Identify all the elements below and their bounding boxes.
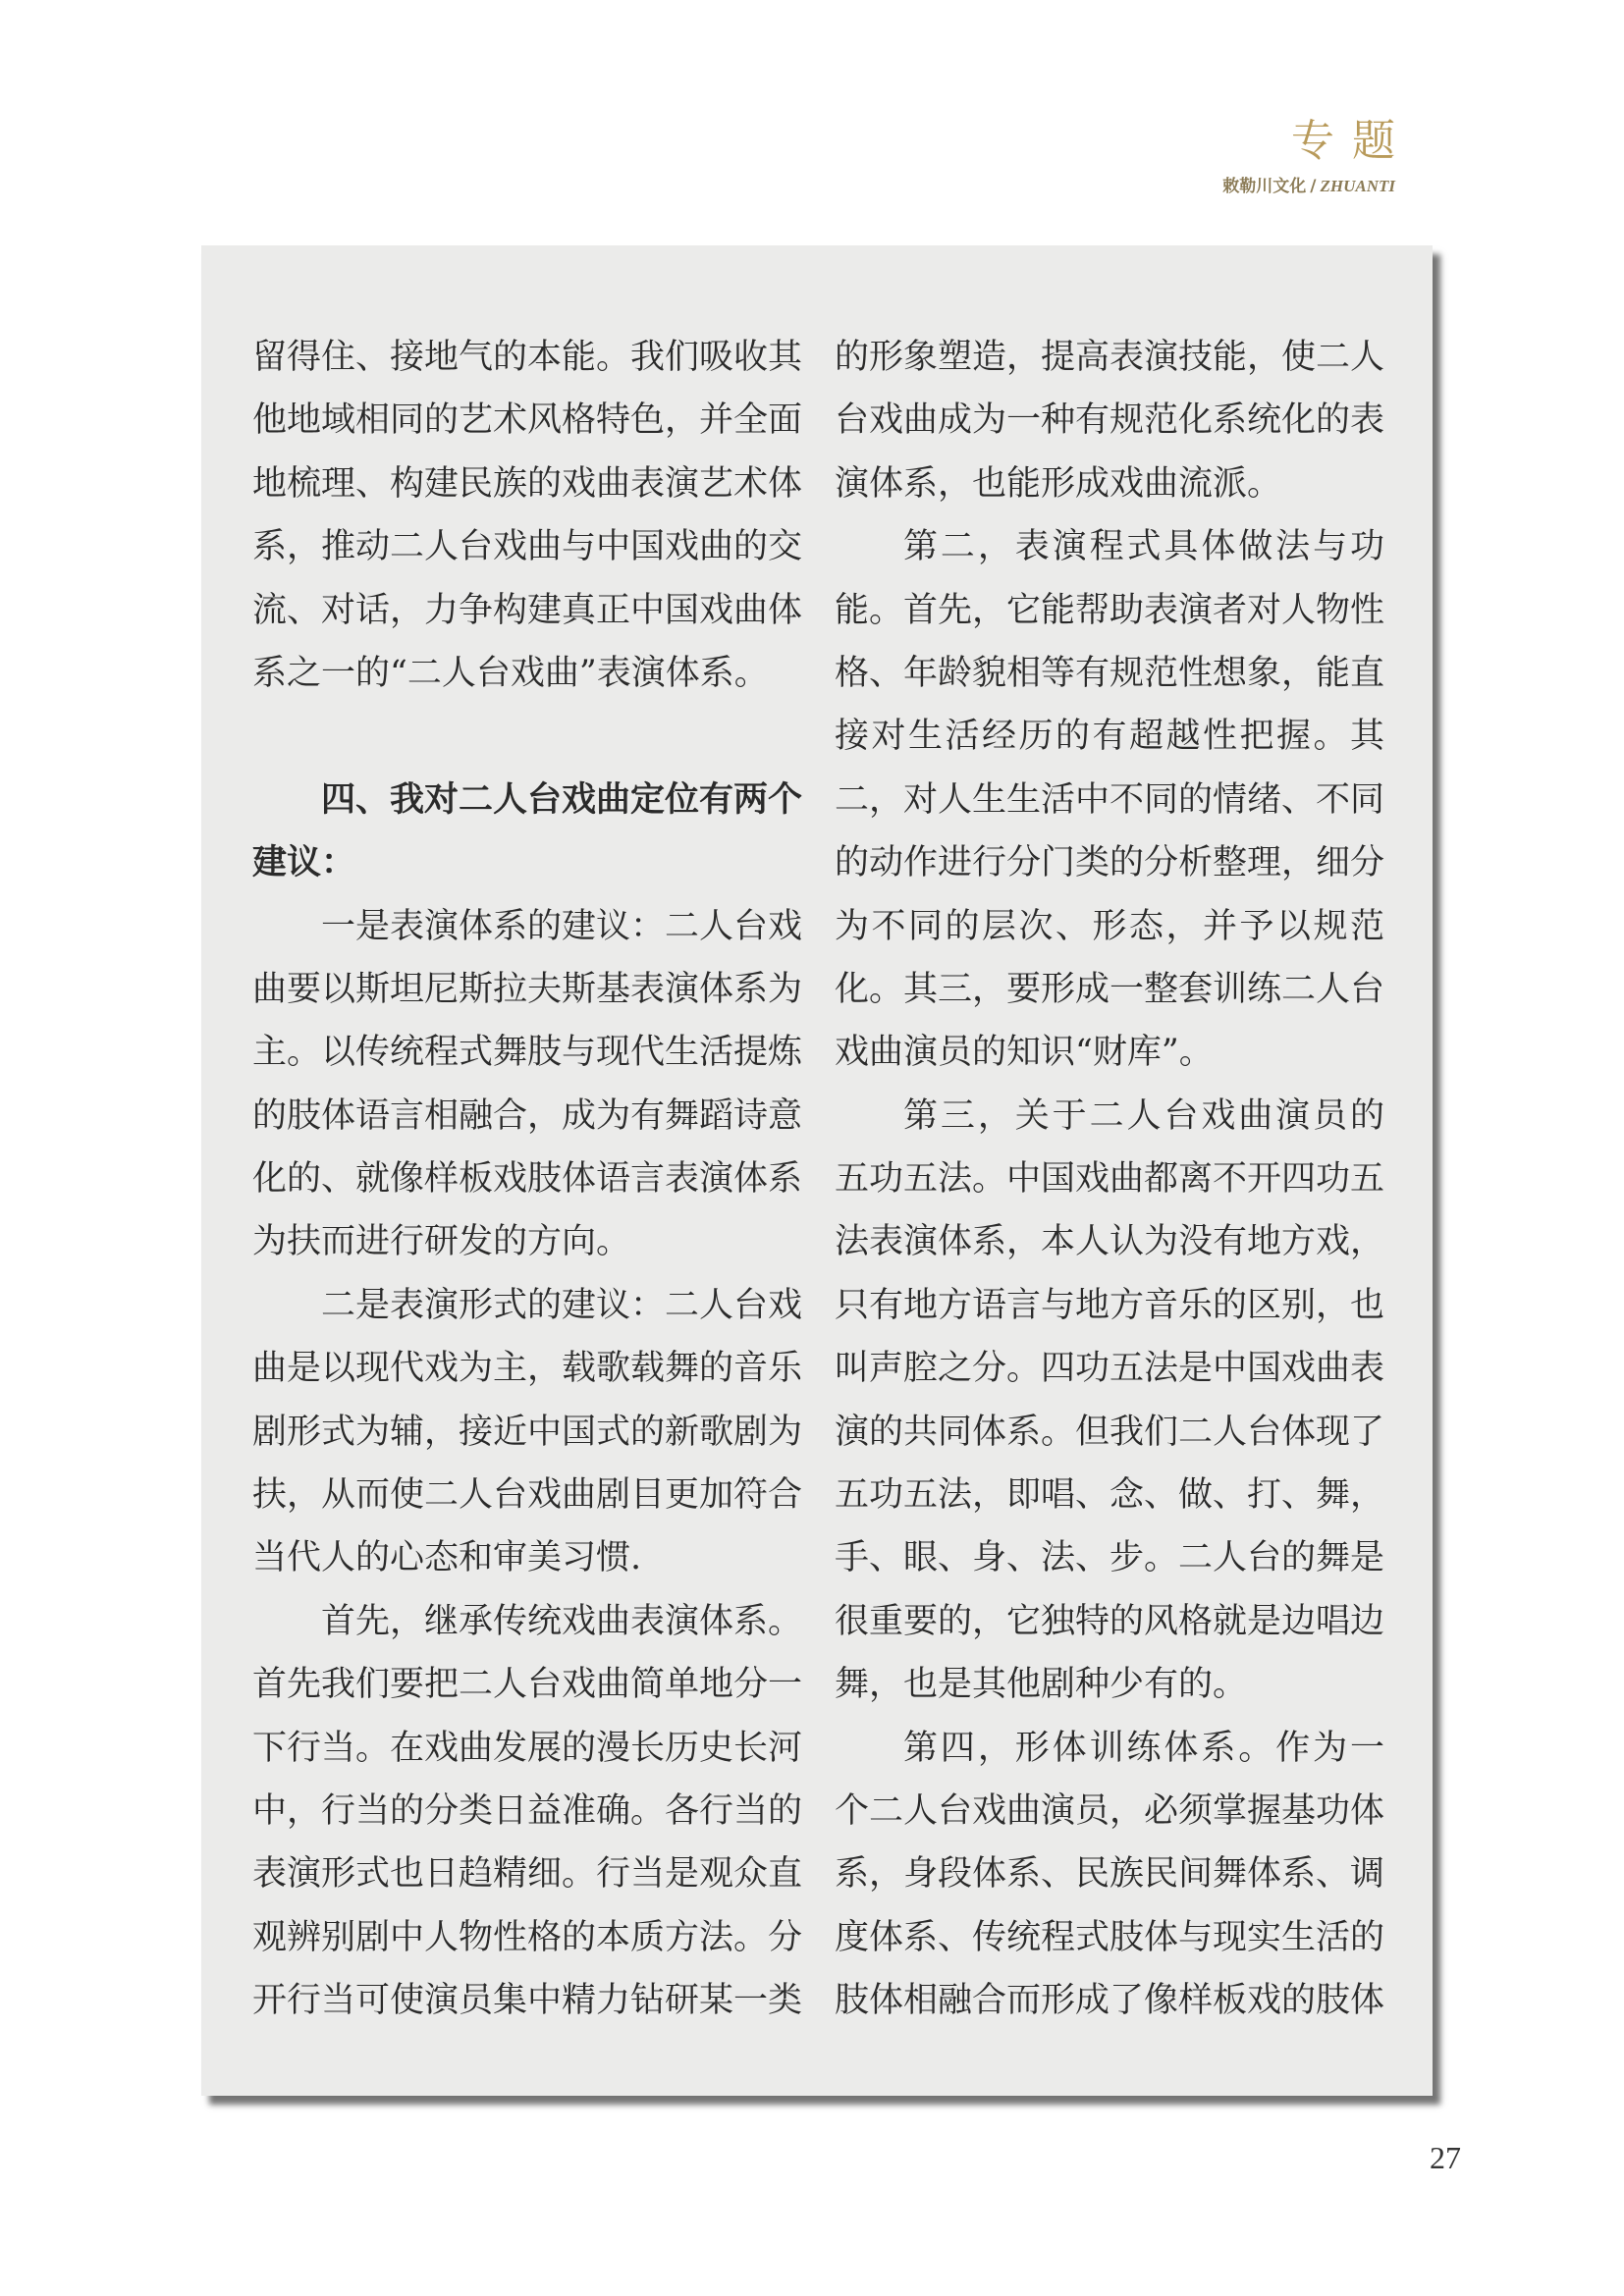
text-line: 五功五法，即唱、念、做、打、舞，: [835, 1475, 1385, 1516]
text-line: 叫声腔之分。四功五法是中国戏曲表: [835, 1349, 1385, 1389]
text-line: 第二，表演程式具体做法与功: [903, 527, 1384, 567]
text-line: 为不同的层次、形态，并予以规范: [835, 906, 1384, 946]
text-line: 的肢体语言相融合，成为有舞蹈诗意: [252, 1095, 803, 1136]
text-line: 法表演体系，本人认为没有地方戏，: [835, 1222, 1385, 1262]
text-line: 手、眼、身、法、步。二人台的舞是: [835, 1538, 1385, 1578]
text-line: 一是表演体系的建议：二人台戏: [321, 906, 803, 946]
section-title: 专题: [1291, 116, 1413, 166]
page-number: 27: [1430, 2140, 1461, 2175]
text-line: 演的共同体系。但我们二人台体现了: [835, 1412, 1385, 1452]
section-heading: 四、我对二人台戏曲定位有两个: [321, 778, 803, 820]
text-line: 系，推动二人台戏曲与中国戏曲的交: [252, 527, 803, 567]
subtitle-cn: 敕勒川文化: [1222, 177, 1307, 196]
text-line: 二，对人生生活中不同的情绪、不同: [835, 779, 1385, 820]
text-line: 个二人台戏曲演员，必须掌握基功体: [835, 1790, 1385, 1831]
text-line: 观辨别剧中人物性格的本质方法。分: [252, 1917, 803, 1957]
text-line: 的形象塑造，提高表演技能，使二人: [835, 338, 1385, 377]
text-line: 第四，形体训练体系。作为一: [903, 1728, 1384, 1768]
article-panel: [201, 245, 1433, 2096]
text-line: 格、年龄貌相等有规范性想象，能直: [835, 653, 1385, 693]
text-line: 扶，从而使二人台戏曲剧目更加符合: [252, 1475, 803, 1516]
text-line: 表演形式也日趋精细。行当是观众直: [252, 1854, 803, 1895]
text-line: 开行当可使演员集中精力钻研某一类: [252, 1981, 803, 2021]
text-line: 留得住、接地气的本能。我们吸收其: [252, 338, 803, 377]
text-line: 为扶而进行研发的方向。: [252, 1222, 631, 1262]
text-line: 首先，继承传统戏曲表演体系。: [321, 1601, 803, 1641]
text-line: 台戏曲成为一种有规范化系统化的表: [835, 400, 1385, 441]
text-line: 五功五法。中国戏曲都离不开四功五: [835, 1159, 1385, 1200]
text-line: 二是表演形式的建议：二人台戏: [321, 1285, 803, 1325]
text-line: 接对生活经历的有超越性把握。其: [835, 717, 1384, 757]
text-line: 化。其三，要形成一整套训练二人台: [835, 969, 1385, 1009]
text-line: 只有地方语言与地方音乐的区别，也: [835, 1285, 1385, 1325]
text-line: 曲要以斯坦尼斯拉夫斯基表演体系为: [252, 969, 803, 1009]
subtitle-en: ZHUANTI: [1320, 177, 1395, 195]
text-line: 曲是以现代戏为主，载歌载舞的音乐: [252, 1349, 803, 1389]
section-subtitle: [1222, 177, 1395, 196]
text-line: 下行当。在戏曲发展的漫长历史长河: [252, 1728, 803, 1768]
text-line: 肢体相融合而形成了像样板戏的肢体: [835, 1981, 1385, 2021]
text-line: 的动作进行分门类的分析整理，细分: [835, 843, 1385, 883]
text-line: 化的、就像样板戏肢体语言表演体系: [252, 1159, 803, 1200]
text-line: 很重要的，它独特的风格就是边唱边: [835, 1601, 1385, 1641]
text-line: 第三，关于二人台戏曲演员的: [903, 1095, 1384, 1136]
text-line: 流、对话，力争构建真正中国戏曲体: [252, 590, 803, 630]
text-line: 能。首先，它能帮助表演者对人物性: [835, 590, 1385, 630]
right-column: [835, 326, 1384, 2033]
left-column: [252, 326, 802, 2033]
text-line: 度体系、传统程式肢体与现实生活的: [835, 1917, 1385, 1957]
text-line: 中，行当的分类日益准确。各行当的: [252, 1790, 803, 1831]
subtitle-separator: /: [1310, 177, 1317, 196]
text-line: 主。以传统程式舞肢与现代生活提炼: [252, 1033, 803, 1073]
text-line: 系之一的“二人台戏曲”表演体系。: [252, 653, 769, 693]
section-heading-cont: 建议：: [252, 842, 356, 883]
text-line: 首先我们要把二人台戏曲简单地分一: [252, 1665, 803, 1705]
running-header: [1222, 116, 1413, 196]
text-line: 当代人的心态和审美习惯.: [252, 1538, 642, 1578]
text-line: 系，身段体系、民族民间舞体系、调: [835, 1854, 1385, 1895]
text-line: 舞，也是其他剧种少有的。: [835, 1665, 1248, 1705]
blank-line: [252, 705, 802, 768]
text-line: 地梳理、构建民族的戏曲表演艺术体: [252, 463, 803, 504]
text-line: 戏曲演员的知识“财库”。: [835, 1033, 1214, 1073]
text-line: 他地域相同的艺术风格特色，并全面: [252, 400, 803, 441]
text-line: 演体系，也能形成戏曲流派。: [835, 463, 1282, 504]
text-line: 剧形式为辅，接近中国式的新歌剧为: [252, 1412, 803, 1452]
